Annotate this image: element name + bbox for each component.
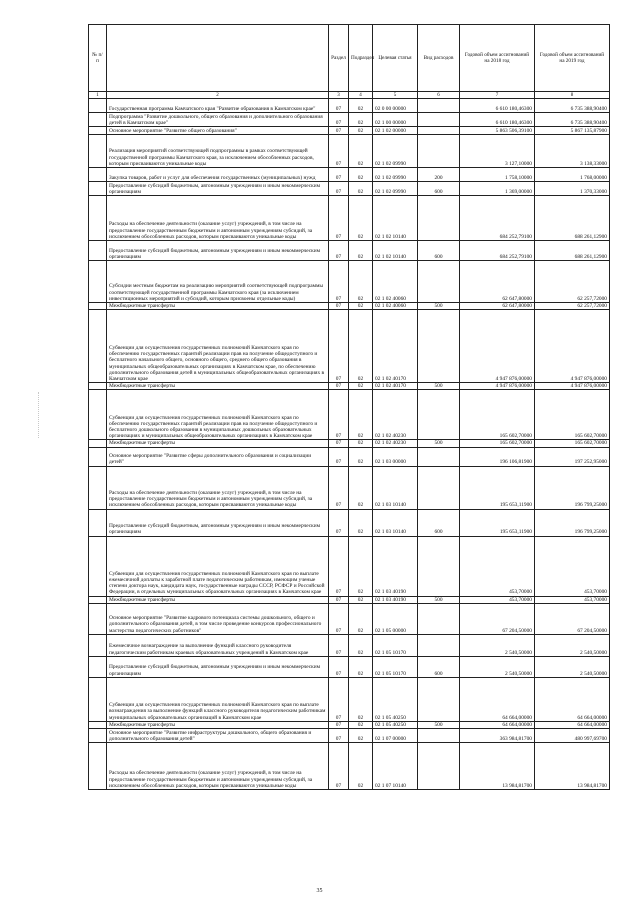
row-vol2018-cell: 6 610 180,46300: [460, 99, 535, 113]
row-vol2018-cell: 62 647,80000: [460, 303, 535, 310]
row-section-cell: 07: [329, 182, 349, 196]
row-vol2018-cell: 3 127,10000: [460, 135, 535, 168]
header-target: Целевая статья: [373, 25, 418, 92]
row-expense-cell: 500: [418, 596, 460, 603]
row-name-cell: Расходы на обеспечение деятельности (оказание услуг) учреждений, в том числе на предоставление государственным бюджетным и автономным учреждениям субсидий, за исключением обособленных расходов, которым присваиваются уникальные коды: [107, 196, 329, 241]
table-row: [89, 182, 610, 196]
row-target-cell: 02 1 03 40190: [373, 536, 418, 596]
row-section-cell: 07: [329, 135, 349, 168]
column-number-row: [89, 92, 610, 99]
row-num-cell: [89, 656, 107, 677]
row-num-cell: [89, 261, 107, 303]
row-vol2018-cell: 4 947 876,00000: [460, 383, 535, 390]
row-num-cell: [89, 196, 107, 241]
row-subsection-cell: 02: [349, 536, 373, 596]
row-expense-cell: [418, 310, 460, 383]
colnum: 2: [107, 92, 329, 99]
row-subsection-cell: 02: [349, 310, 373, 383]
row-name-cell: Реализация мероприятий соответствующей подпрограммы в рамках соответствующей государственной программы Камчатского края, за исключением обособленных расходов, которым присваиваются уникальные коды: [107, 135, 329, 168]
table-row: [89, 241, 610, 261]
table-row: [89, 729, 610, 743]
row-num-cell: [89, 99, 107, 113]
row-section-cell: 07: [329, 440, 349, 447]
colnum: 7: [460, 92, 535, 99]
row-expense-cell: [418, 466, 460, 509]
row-vol2018-cell: 1 758,10000: [460, 168, 535, 182]
row-num-cell: [89, 743, 107, 790]
row-section-cell: 07: [329, 634, 349, 656]
row-vol2019-cell: 165 602,70000: [535, 390, 610, 440]
row-num-cell: [89, 677, 107, 721]
row-vol2019-cell: 1 768,00000: [535, 168, 610, 182]
table-row: [89, 509, 610, 536]
row-vol2019-cell: 453,70000: [535, 596, 610, 603]
row-target-cell: 02 1 03 00000: [373, 447, 418, 466]
table-row: [89, 536, 610, 596]
row-expense-cell: [418, 196, 460, 241]
table-row: [89, 168, 610, 182]
row-subsection-cell: 02: [349, 440, 373, 447]
header-vol2019: Годовой объем ассигнований на 2019 год: [535, 25, 610, 92]
row-name-cell: Государственная программа Камчатского края "Развитие образования в Камчатском крае": [107, 99, 329, 113]
page-number: 35: [316, 888, 323, 894]
row-subsection-cell: 02: [349, 99, 373, 113]
row-vol2018-cell: 196 106,81900: [460, 447, 535, 466]
row-target-cell: 02 1 02 10140: [373, 196, 418, 241]
row-name-cell: Расходы на обеспечение деятельности (оказание услуг) учреждений, в том числе на предоставление государственным бюджетным и автономным учреждениям субсидий, за исключением обособленных расходов, которым присваиваются уникальные коды: [107, 743, 329, 790]
header-vol2018: Годовой объем ассигнований на 2018 год: [460, 25, 535, 92]
table-row: [89, 721, 610, 728]
row-vol2019-cell: 688 261,12900: [535, 241, 610, 261]
row-section-cell: 07: [329, 99, 349, 113]
row-num-cell: [89, 603, 107, 634]
row-expense-cell: [418, 447, 460, 466]
table-row: [89, 383, 610, 390]
row-expense-cell: [418, 536, 460, 596]
row-expense-cell: 500: [418, 440, 460, 447]
row-num-cell: [89, 509, 107, 536]
row-section-cell: 07: [329, 603, 349, 634]
row-section-cell: 07: [329, 677, 349, 721]
table-row: [89, 596, 610, 603]
row-target-cell: 02 1 02 09990: [373, 182, 418, 196]
row-vol2019-cell: 2 540,50000: [535, 656, 610, 677]
row-target-cell: 02 1 02 09990: [373, 135, 418, 168]
row-num-cell: [89, 721, 107, 728]
row-subsection-cell: 02: [349, 127, 373, 135]
row-target-cell: 02 1 02 40230: [373, 440, 418, 447]
row-vol2019-cell: 3 138,33000: [535, 135, 610, 168]
row-vol2018-cell: 165 602,70000: [460, 440, 535, 447]
row-vol2018-cell: 62 647,80000: [460, 261, 535, 303]
row-expense-cell: 600: [418, 241, 460, 261]
table-row: [89, 634, 610, 656]
colnum: 1: [89, 92, 107, 99]
row-subsection-cell: 02: [349, 261, 373, 303]
row-num-cell: [89, 113, 107, 127]
row-expense-cell: 600: [418, 182, 460, 196]
margin-scan-mark: [38, 392, 45, 438]
table-row: [89, 466, 610, 509]
row-name-cell: Межбюджетные трансферты: [107, 303, 329, 310]
row-target-cell: 02 1 05 40250: [373, 721, 418, 728]
row-num-cell: [89, 390, 107, 440]
budget-table: [88, 24, 610, 790]
table-row: [89, 447, 610, 466]
row-vol2019-cell: 165 602,70000: [535, 440, 610, 447]
row-section-cell: 07: [329, 113, 349, 127]
row-section-cell: 07: [329, 466, 349, 509]
row-expense-cell: [418, 729, 460, 743]
row-expense-cell: [418, 743, 460, 790]
row-subsection-cell: 02: [349, 466, 373, 509]
row-expense-cell: [418, 99, 460, 113]
row-vol2018-cell: 6 610 180,46300: [460, 113, 535, 127]
row-expense-cell: 600: [418, 509, 460, 536]
row-target-cell: 02 1 03 40190: [373, 596, 418, 603]
row-vol2019-cell: 1 370,33000: [535, 182, 610, 196]
row-expense-cell: 200: [418, 168, 460, 182]
row-subsection-cell: 02: [349, 168, 373, 182]
table-row: [89, 603, 610, 634]
row-section-cell: 07: [329, 303, 349, 310]
row-vol2019-cell: 453,70000: [535, 536, 610, 596]
row-num-cell: [89, 440, 107, 447]
row-section-cell: 07: [329, 729, 349, 743]
row-target-cell: 02 1 03 10140: [373, 466, 418, 509]
row-num-cell: [89, 241, 107, 261]
row-subsection-cell: 02: [349, 447, 373, 466]
table-row: [89, 677, 610, 721]
row-vol2018-cell: 684 252,79100: [460, 241, 535, 261]
row-section-cell: 07: [329, 721, 349, 728]
row-expense-cell: 600: [418, 656, 460, 677]
row-target-cell: 02 1 05 10170: [373, 656, 418, 677]
row-name-cell: Субвенции для осуществления государственных полномочий Камчатского края по выплате ежемесячной доплаты к заработной плате педагогическим работникам, имеющим ученые степени доктора наук, кандидата наук, государственные награды СССР, РСФСР и Российской Федерации, в отдельных муниципальных образовательных организациях в Камчатском крае: [107, 536, 329, 596]
row-vol2018-cell: 195 653,11900: [460, 509, 535, 536]
row-subsection-cell: 02: [349, 383, 373, 390]
row-section-cell: 07: [329, 656, 349, 677]
row-num-cell: [89, 168, 107, 182]
row-num-cell: [89, 466, 107, 509]
row-section-cell: 07: [329, 390, 349, 440]
row-name-cell: Субсидии местным бюджетам на реализацию мероприятий соответствующей подпрограммы соответствующей государственной программы Камчатского края (за исключением инвестиционных мероприятий и субсидий, которым присвоены отдельные коды): [107, 261, 329, 303]
row-vol2019-cell: 62 257,72000: [535, 261, 610, 303]
row-num-cell: [89, 182, 107, 196]
row-section-cell: 07: [329, 743, 349, 790]
row-num-cell: [89, 596, 107, 603]
row-subsection-cell: 02: [349, 196, 373, 241]
row-subsection-cell: 02: [349, 596, 373, 603]
row-subsection-cell: 02: [349, 241, 373, 261]
row-expense-cell: [418, 634, 460, 656]
row-vol2019-cell: 5 867 135,87900: [535, 127, 610, 135]
table-row: [89, 135, 610, 168]
row-name-cell: Предоставление субсидий бюджетным, автономным учреждениям и иным некоммерческим организациям: [107, 241, 329, 261]
row-section-cell: 07: [329, 261, 349, 303]
table-row: [89, 743, 610, 790]
row-vol2019-cell: 6 735 388,90400: [535, 99, 610, 113]
row-vol2019-cell: 196 799,25000: [535, 509, 610, 536]
row-section-cell: 07: [329, 596, 349, 603]
row-target-cell: 02 1 02 40060: [373, 303, 418, 310]
row-vol2018-cell: 64 664,00000: [460, 721, 535, 728]
row-subsection-cell: 02: [349, 303, 373, 310]
header-section: Раздел: [329, 25, 349, 92]
row-section-cell: 07: [329, 310, 349, 383]
row-name-cell: Основное мероприятие "Развитие общего образования": [107, 127, 329, 135]
row-vol2019-cell: 480 997,69700: [535, 729, 610, 743]
row-target-cell: 02 1 07 10140: [373, 743, 418, 790]
row-expense-cell: [418, 603, 460, 634]
row-vol2019-cell: 6 735 388,90400: [535, 113, 610, 127]
table-row: [89, 113, 610, 127]
row-vol2018-cell: 363 984,81700: [460, 729, 535, 743]
row-vol2018-cell: 67 204,50000: [460, 603, 535, 634]
colnum: 6: [418, 92, 460, 99]
row-vol2019-cell: 196 799,25000: [535, 466, 610, 509]
row-section-cell: 07: [329, 241, 349, 261]
row-vol2019-cell: 4 947 876,00000: [535, 383, 610, 390]
row-vol2019-cell: 4 947 876,00000: [535, 310, 610, 383]
header-subsection: Подраздел: [349, 25, 373, 92]
row-vol2019-cell: 64 664,00000: [535, 721, 610, 728]
row-num-cell: [89, 383, 107, 390]
table-row: [89, 656, 610, 677]
row-vol2018-cell: 13 984,81700: [460, 743, 535, 790]
row-expense-cell: [418, 261, 460, 303]
row-name-cell: Основное мероприятие "Развитие кадрового потенциала системы дошкольного, общего и дополнительного образования детей, в том числе проведение конкурсов профессионального мастерства педагогических работников": [107, 603, 329, 634]
row-target-cell: 02 1 02 40060: [373, 261, 418, 303]
row-vol2018-cell: 195 653,11900: [460, 466, 535, 509]
header-row: [89, 25, 610, 92]
row-section-cell: 07: [329, 168, 349, 182]
row-name-cell: Предоставление субсидий бюджетным, автономным учреждениям и иным некоммерческим организациям: [107, 182, 329, 196]
table-row: [89, 310, 610, 383]
row-name-cell: Подпрограмма "Развитие дошкольного, общего образования и дополнительного образования детей в Камчатском крае": [107, 113, 329, 127]
row-vol2018-cell: 684 252,79100: [460, 196, 535, 241]
row-num-cell: [89, 729, 107, 743]
row-num-cell: [89, 303, 107, 310]
row-name-cell: Предоставление субсидий бюджетным, автономным учреждениям и иным некоммерческим организациям: [107, 656, 329, 677]
row-subsection-cell: 02: [349, 743, 373, 790]
header-expense: Вид расходов: [418, 25, 460, 92]
colnum: 8: [535, 92, 610, 99]
row-vol2018-cell: 5 863 506,39100: [460, 127, 535, 135]
row-expense-cell: [418, 135, 460, 168]
row-expense-cell: [418, 390, 460, 440]
row-vol2018-cell: 1 369,00000: [460, 182, 535, 196]
row-name-cell: Межбюджетные трансферты: [107, 383, 329, 390]
row-vol2019-cell: 62 257,72000: [535, 303, 610, 310]
row-num-cell: [89, 135, 107, 168]
header-num: № п/п: [89, 25, 107, 92]
row-expense-cell: 500: [418, 721, 460, 728]
row-target-cell: 02 1 02 40170: [373, 310, 418, 383]
row-name-cell: Субвенции для осуществления государственных полномочий Камчатского края по обеспечению государственных гарантий реализации прав на получение общедоступного и бесплатного начального общего, основного общего, среднего общего образования в муниципальных общеобразовательных организациях в Камчатском крае, по обеспечению дополнительного образования детей в муниципальных общеобразовательных организациях в Камчатском крае: [107, 310, 329, 383]
row-name-cell: Ежемесячное вознаграждение за выполнение функций классного руководителя педагогическим работникам краевых образовательных учреждений в Камчатском крае: [107, 634, 329, 656]
row-num-cell: [89, 447, 107, 466]
row-name-cell: Межбюджетные трансферты: [107, 596, 329, 603]
colnum: 4: [349, 92, 373, 99]
row-target-cell: 02 1 05 00000: [373, 603, 418, 634]
row-subsection-cell: 02: [349, 677, 373, 721]
table-row: [89, 390, 610, 440]
row-section-cell: 07: [329, 509, 349, 536]
row-section-cell: 07: [329, 196, 349, 241]
row-name-cell: Предоставление субсидий бюджетным, автономным учреждениям и иным некоммерческим организациям: [107, 509, 329, 536]
row-vol2018-cell: 165 602,70000: [460, 390, 535, 440]
row-name-cell: Закупка товаров, работ и услуг для обеспечения государственных (муниципальных) нужд: [107, 168, 329, 182]
row-section-cell: 07: [329, 447, 349, 466]
row-target-cell: 02 1 03 10140: [373, 509, 418, 536]
row-num-cell: [89, 310, 107, 383]
row-target-cell: 02 1 00 00000: [373, 113, 418, 127]
row-vol2018-cell: 2 540,50000: [460, 634, 535, 656]
row-vol2019-cell: 688 261,12900: [535, 196, 610, 241]
row-name-cell: Основное мероприятие "Развитие инфраструктуры дошкольного, общего образования и дополнительного образования детей": [107, 729, 329, 743]
table-row: [89, 303, 610, 310]
row-vol2019-cell: 2 540,50000: [535, 634, 610, 656]
row-target-cell: 02 1 02 40170: [373, 383, 418, 390]
row-expense-cell: [418, 113, 460, 127]
row-subsection-cell: 02: [349, 509, 373, 536]
row-section-cell: 07: [329, 127, 349, 135]
row-vol2018-cell: 4 947 876,00000: [460, 310, 535, 383]
row-subsection-cell: 02: [349, 135, 373, 168]
row-expense-cell: 500: [418, 303, 460, 310]
row-subsection-cell: 02: [349, 729, 373, 743]
row-subsection-cell: 02: [349, 182, 373, 196]
row-vol2018-cell: 2 540,50000: [460, 656, 535, 677]
header-name: [107, 25, 329, 92]
row-subsection-cell: 02: [349, 656, 373, 677]
row-target-cell: 02 0 00 00000: [373, 99, 418, 113]
row-vol2018-cell: 64 664,00000: [460, 677, 535, 721]
colnum: 5: [373, 92, 418, 99]
row-name-cell: Межбюджетные трансферты: [107, 440, 329, 447]
table-row: [89, 196, 610, 241]
row-vol2018-cell: 453,70000: [460, 536, 535, 596]
row-vol2019-cell: 197 252,95000: [535, 447, 610, 466]
row-subsection-cell: 02: [349, 390, 373, 440]
row-name-cell: Расходы на обеспечение деятельности (оказание услуг) учреждений, в том числе на предоставление государственным бюджетным и автономным учреждениям субсидий, за исключением обособленных расходов, которым присваиваются уникальные коды: [107, 466, 329, 509]
row-vol2018-cell: 453,70000: [460, 596, 535, 603]
row-target-cell: 02 1 02 09990: [373, 168, 418, 182]
table-row: [89, 440, 610, 447]
row-target-cell: 02 1 07 00000: [373, 729, 418, 743]
row-num-cell: [89, 536, 107, 596]
row-name-cell: Основное мероприятие "Развитие сферы дополнительного образования и социализации детей": [107, 447, 329, 466]
row-vol2019-cell: 64 664,00000: [535, 677, 610, 721]
row-name-cell: Субвенции для осуществления государственных полномочий Камчатского края по обеспечению государственных гарантий реализации прав на получение общедоступного и бесплатного дошкольного образования в муниципальных дошкольных образовательных организациях и муниципальных общеобразовательных организациях в Камчатском крае: [107, 390, 329, 440]
row-name-cell: Субвенции для осуществления государственных полномочий Камчатского края по выплате вознаграждения за выполнение функций классного руководителя педагогическим работникам муниципальных образовательных организаций в Камчатском крае: [107, 677, 329, 721]
table-row: [89, 99, 610, 113]
colnum: 3: [329, 92, 349, 99]
row-expense-cell: [418, 127, 460, 135]
row-subsection-cell: 02: [349, 634, 373, 656]
table-row: [89, 261, 610, 303]
row-vol2019-cell: 67 204,50000: [535, 603, 610, 634]
table-row: [89, 127, 610, 135]
row-subsection-cell: 02: [349, 721, 373, 728]
row-target-cell: 02 1 05 10170: [373, 634, 418, 656]
row-target-cell: 02 1 02 40230: [373, 390, 418, 440]
row-target-cell: 02 1 05 40250: [373, 677, 418, 721]
row-subsection-cell: 02: [349, 113, 373, 127]
row-target-cell: 02 1 02 10140: [373, 241, 418, 261]
row-num-cell: [89, 634, 107, 656]
row-expense-cell: 500: [418, 383, 460, 390]
row-name-cell: Межбюджетные трансферты: [107, 721, 329, 728]
row-target-cell: 02 1 02 00000: [373, 127, 418, 135]
row-section-cell: 07: [329, 536, 349, 596]
row-subsection-cell: 02: [349, 603, 373, 634]
row-expense-cell: [418, 677, 460, 721]
row-section-cell: 07: [329, 383, 349, 390]
row-num-cell: [89, 127, 107, 135]
row-vol2019-cell: 13 984,81700: [535, 743, 610, 790]
